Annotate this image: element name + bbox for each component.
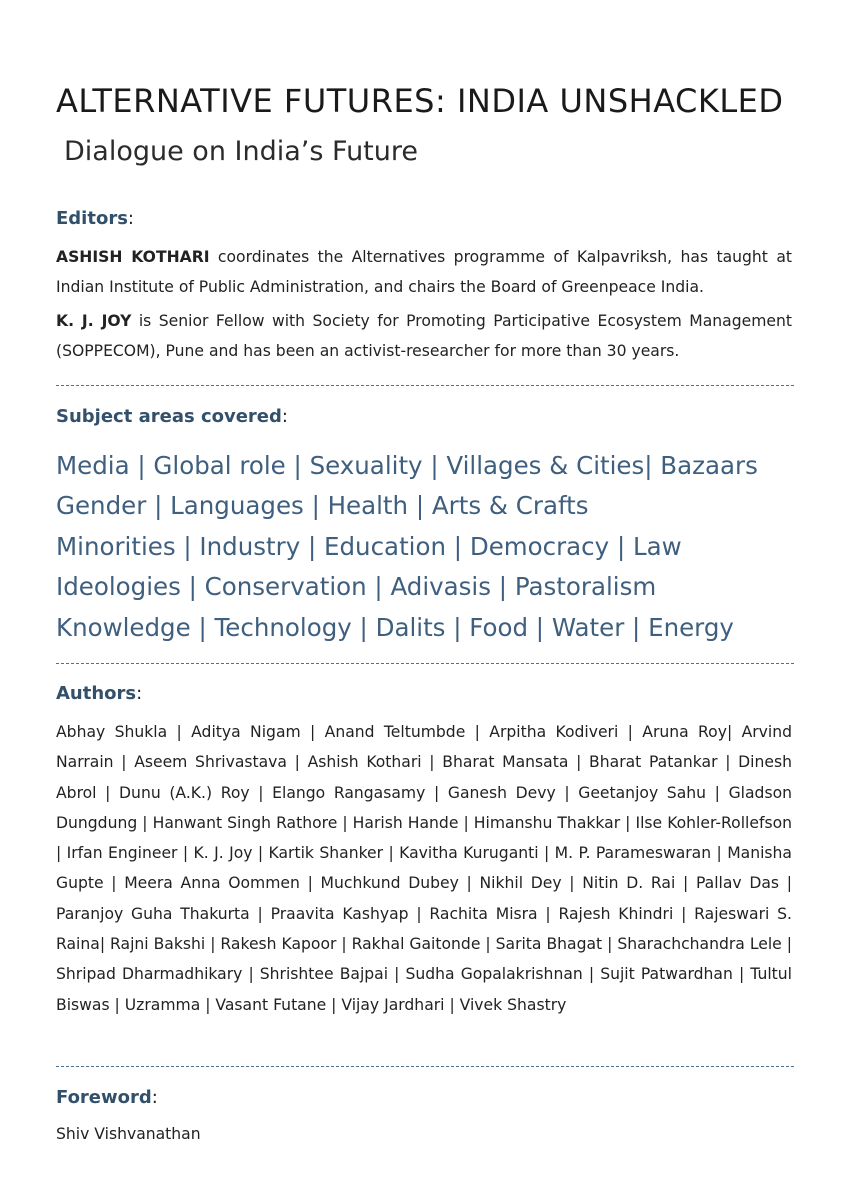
section-divider bbox=[56, 663, 794, 664]
foreword-heading bbox=[56, 1087, 158, 1108]
editor-name-2: K. J. JOY bbox=[56, 312, 132, 330]
subjects-heading bbox=[56, 406, 288, 427]
editors-heading-colon: : bbox=[127, 208, 134, 229]
authors-heading bbox=[56, 683, 142, 704]
editor-bio-text-1: coordinates the Alternatives programme of Kalpavriksh, has taught at Indian Institute of Public Administration, and chairs the Board of Greenpeace India. bbox=[56, 248, 792, 296]
subject-line: Minorities | Industry | Education | Democracy | Law bbox=[56, 531, 682, 561]
editors-heading bbox=[56, 208, 134, 229]
editors-heading-label: Editors bbox=[56, 208, 128, 229]
foreword-heading-label: Foreword bbox=[56, 1087, 152, 1108]
subjects-heading-colon: : bbox=[281, 406, 288, 427]
foreword-author: Shiv Vishvanathan bbox=[56, 1125, 201, 1143]
subject-line: Knowledge | Technology | Dalits | Food | Water | Energy bbox=[56, 612, 734, 642]
subjects-heading-label: Subject areas covered bbox=[56, 406, 282, 427]
subject-line: Media | Global role | Sexuality | Villages & Cities| Bazaars bbox=[56, 451, 758, 480]
editor-bio-1 bbox=[56, 242, 792, 302]
subject-line: Ideologies | Conservation | Adivasis | Pastoralism bbox=[56, 572, 657, 602]
editor-bio-2 bbox=[56, 306, 792, 366]
editor-name-1: ASHISH KOTHARI bbox=[56, 248, 210, 266]
subject-areas-list bbox=[56, 446, 758, 648]
book-title: ALTERNATIVE FUTURES: INDIA UNSHACKLED bbox=[56, 82, 784, 120]
foreword-heading-colon: : bbox=[151, 1087, 158, 1108]
editor-bio-text-2: is Senior Fellow with Society for Promoting Participative Ecosystem Management (SOPPECOM), Pune and has been an activist-researcher for more than 30 years. bbox=[56, 312, 792, 360]
authors-heading-label: Authors bbox=[56, 683, 137, 704]
section-divider bbox=[56, 1066, 794, 1067]
authors-list: Abhay Shukla | Aditya Nigam | Anand Teltumbde | Arpitha Kodiveri | Aruna Roy| Arvind Narrain | Aseem Shrivastava | Ashish Kothari | Bharat Mansata | Bharat Patankar | Dinesh Abrol | Dunu (A.K.) Roy | Elango Rangasamy | Ganesh Devy | Geetanjoy Sahu | Gladson Dungdung | Hanwant Singh Rathore | Harish Hande | Himanshu Thakkar | Ilse Kohler-Rollefson | Irfan Engineer | K. J. Joy | Kartik Shanker | Kavitha Kuruganti | M. P. Parameswaran | Manisha Gupte | Meera Anna Oommen | Muchkund Dubey | Nikhil Dey | Nitin D. Rai | Pallav Das | Paranjoy Guha Thakurta | Praavita Kashyap | Rachita Misra | Rajesh Khindri | Rajeswari S. Raina| Rajni Bakshi | Rakesh Kapoor | Rakhal Gaitonde | Sarita Bhagat | Sharachchandra Lele | Shripad Dharmadhikary | Shrishtee Bajpai | Sudha Gopalakrishnan | Sujit Patwardhan | Tultul Biswas | Uzramma | Vasant Futane | Vijay Jardhari | Vivek Shastry bbox=[56, 723, 792, 1014]
book-subtitle: Dialogue on India’s Future bbox=[64, 136, 418, 167]
subject-line: Gender | Languages | Health | Arts & Crafts bbox=[56, 491, 589, 521]
section-divider bbox=[56, 385, 794, 386]
authors-heading-colon: : bbox=[136, 683, 143, 704]
